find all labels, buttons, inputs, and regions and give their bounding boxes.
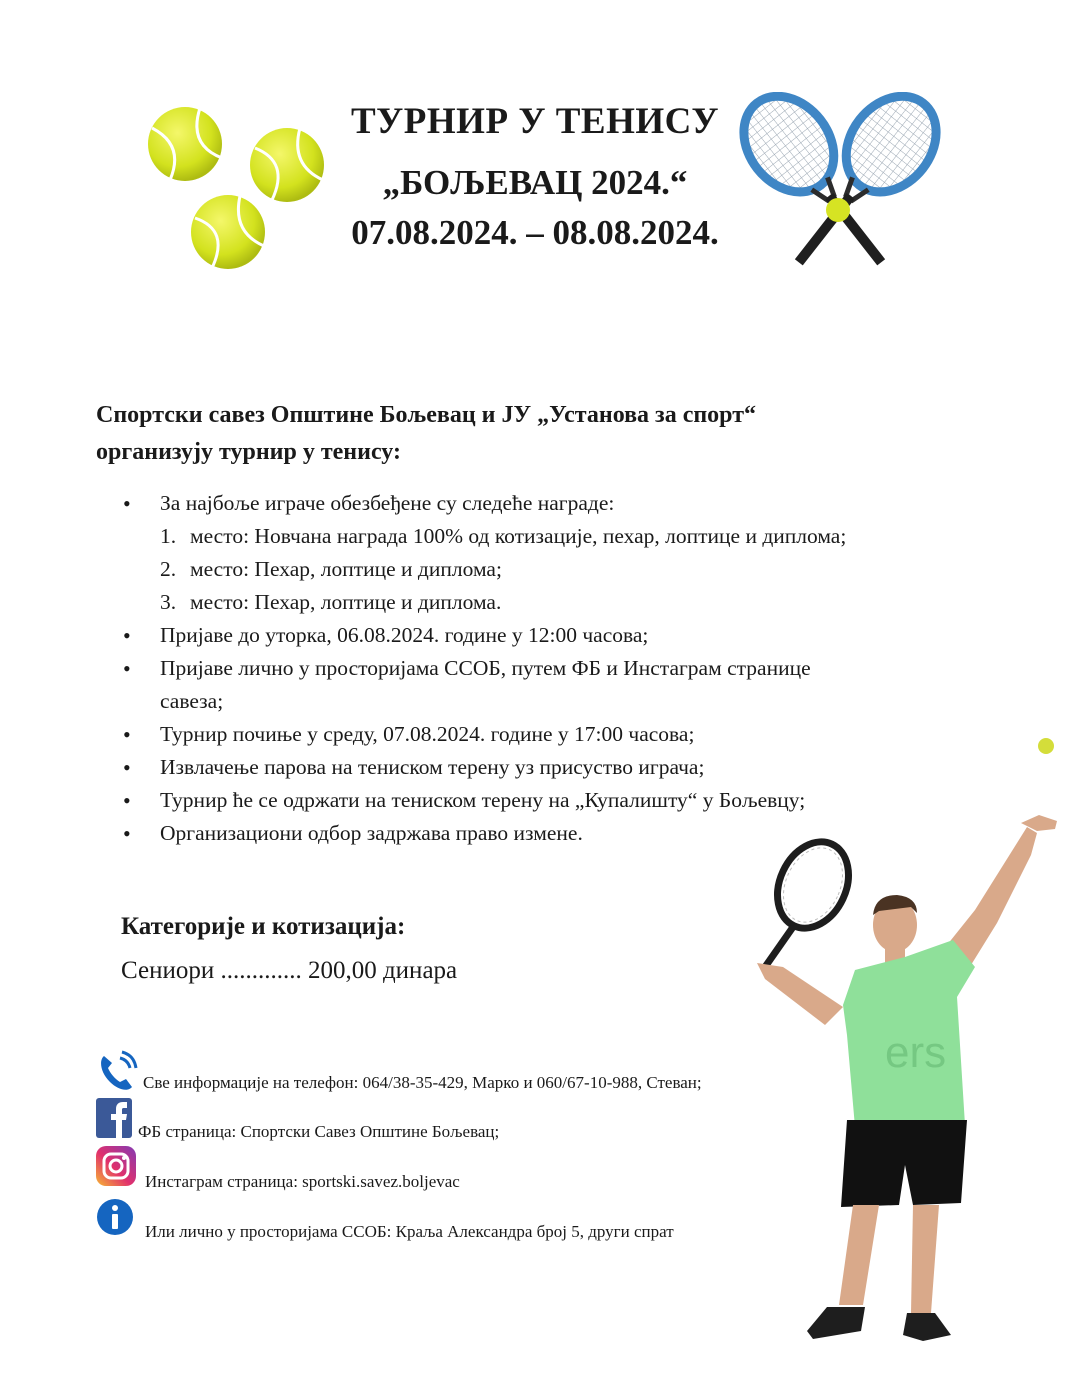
list-item-changes: • Организациони одбор задржава право измене.: [120, 817, 970, 850]
categories-heading: Категорије и котизација:: [121, 913, 406, 940]
tennis-ball-1: [148, 107, 222, 181]
tennis-ball-3: [191, 195, 265, 269]
event-dates: 07.08.2024. – 08.08.2024.: [351, 213, 719, 252]
prizes-list: [120, 520, 970, 619]
info-icon: [96, 1198, 134, 1236]
prizes-intro: За најбоље играче обезбеђене су следеће награде:: [160, 491, 615, 515]
prize-number: 3.: [160, 590, 177, 614]
registration-line-1: • Пријаве лично у просторијама ССОБ, путем ФБ и Инстаграм странице: [160, 656, 811, 680]
crossed-rackets-illustration: [735, 92, 950, 287]
prize-item-3: [160, 586, 970, 619]
prize-item-1: [160, 520, 970, 553]
prize-text: место: Новчана награда 100% од котизације, пехар, лоптице и диплома;: [190, 524, 847, 548]
shirt-print: ers: [885, 1028, 947, 1077]
intro-line-2: организују турнир у тенису:: [96, 439, 401, 465]
list-item-prizes: [120, 487, 970, 520]
contact-phone: Све информације на телефон: 064/38-35-429, Марко и 060/67-10-988, Стеван;: [143, 1073, 702, 1092]
tournament-title: ТУРНИР У ТЕНИСУ: [350, 101, 720, 142]
prize-number: 2.: [160, 557, 177, 581]
prize-text: место: Пехар, лоптице и диплома.: [190, 590, 502, 614]
registration-line-2: савеза;: [160, 689, 224, 713]
intro-text: [96, 397, 956, 471]
contact-office: Или лично у просторијама ССОБ: Краља Александра број 5, други спрат: [145, 1222, 674, 1241]
event-name: „БОЉЕВАЦ 2024.“: [382, 163, 688, 202]
list-item-deadline: • Пријаве до уторка, 06.08.2024. године у 12:00 часова;: [120, 619, 970, 652]
prize-item-2: [160, 553, 970, 586]
contact-facebook: ФБ страница: Спортски Савез Општине Бољевац;: [138, 1122, 500, 1141]
intro-line-1: Спортски савез Општине Бољевац и ЈУ „Установа за спорт“: [96, 402, 756, 428]
title-block: [300, 100, 770, 253]
facebook-icon: [96, 1098, 132, 1138]
list-item-venue: • Турнир ће се одржати на тениском терену на „Купалишту“ у Бољевцу;: [120, 784, 970, 817]
list-item-registration: [120, 652, 970, 718]
instagram-icon: [96, 1146, 136, 1186]
phone-icon: [96, 1050, 138, 1094]
seniors-fee: Сениори ............. 200,00 динара: [121, 957, 458, 984]
player-racket: [764, 830, 862, 967]
prize-number: 1.: [160, 524, 177, 548]
prize-text: место: Пехар, лоптице и диплома;: [190, 557, 502, 581]
contact-instagram: Инстаграм страница: sportski.savez.boljevac: [145, 1172, 460, 1191]
list-item-draw: • Извлачење парова на тениском терену уз присуство играча;: [120, 751, 970, 784]
list-item-start: • Турнир почиње у среду, 07.08.2024. године у 17:00 часова;: [120, 718, 970, 751]
racket-ball: [826, 198, 850, 222]
tennis-player-illustration: [735, 735, 1065, 1355]
